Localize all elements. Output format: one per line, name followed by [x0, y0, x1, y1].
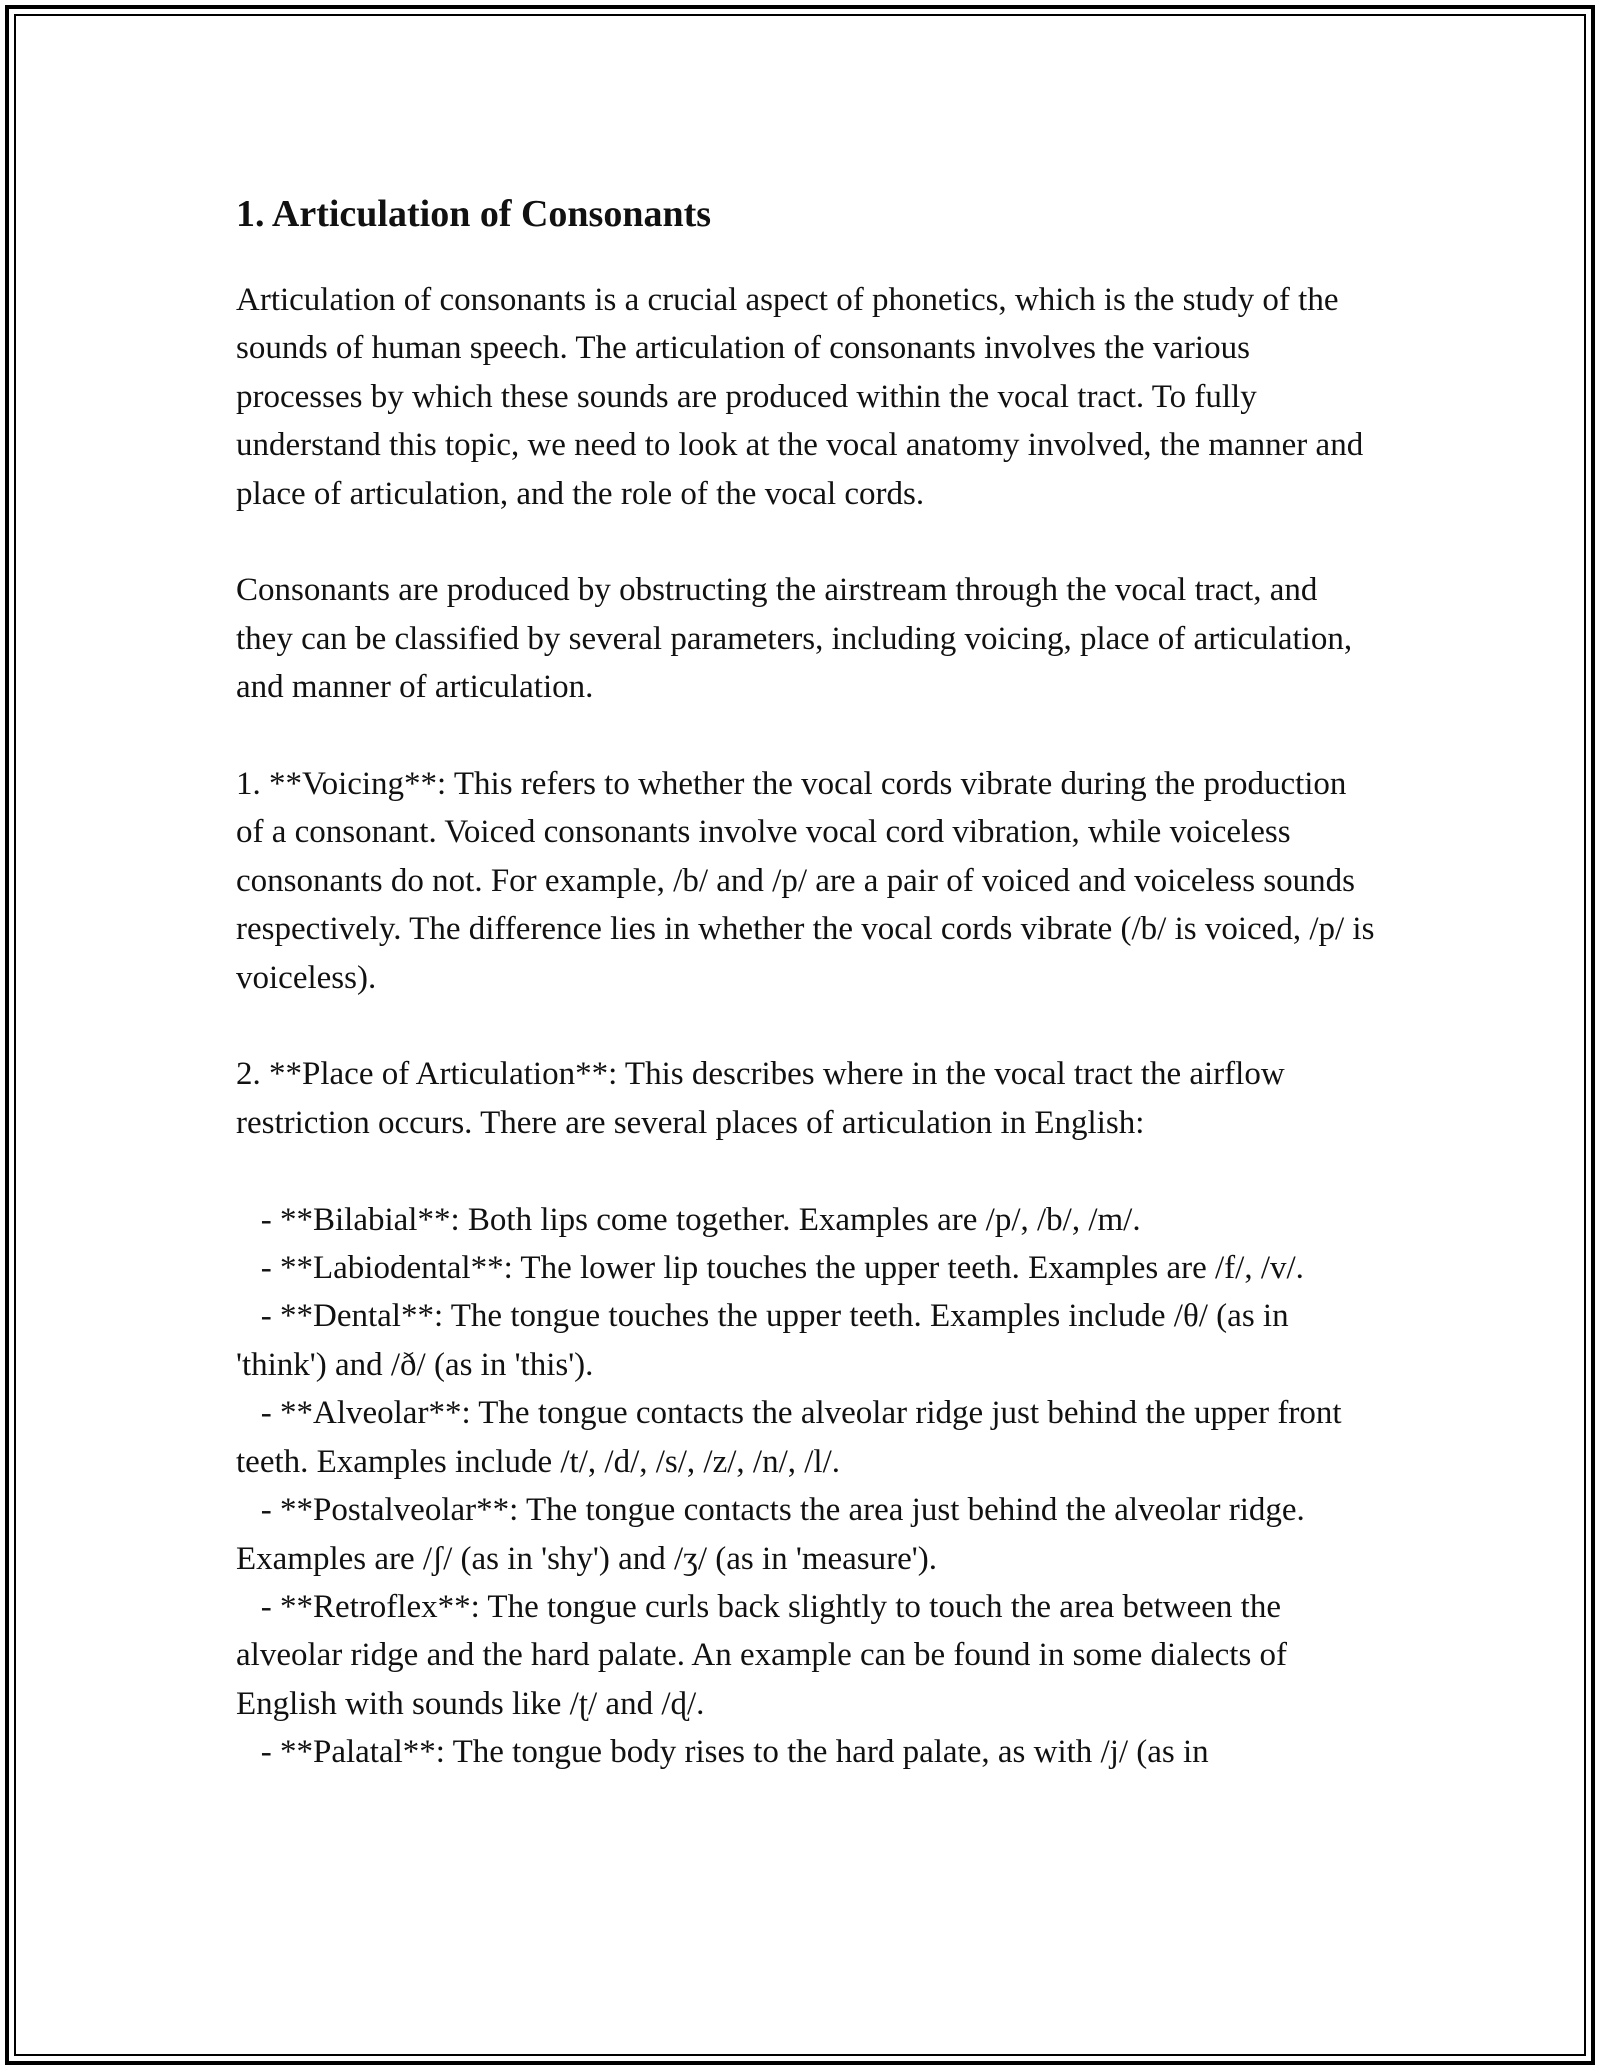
list-item-bilabial: - **Bilabial**: Both lips come together. Examples are /p/, /b/, /m/. — [236, 1201, 1141, 1238]
list-item-postalveolar: - **Postalveolar**: The tongue contacts the area just behind the alveolar ridge. Examples are /ʃ/ (as in 'shy') and /ʒ/ (as in 'measure'). — [236, 1492, 1314, 1577]
paragraph-classification: Consonants are produced by obstructing the airstream through the vocal tract, and they can be classified by several parameters, including voicing, place of articulation, and manner of articulation. — [236, 572, 1353, 706]
list-item-dental: - **Dental**: The tongue touches the upper teeth. Examples include /θ/ (as in 'think') and /ð/ (as in 'this'). — [236, 1298, 1297, 1383]
paragraph-spacer — [236, 518, 1376, 566]
list-item-palatal: - **Palatal**: The tongue body rises to the hard palate, as with /j/ (as in — [236, 1734, 1209, 1771]
paragraph-place-of-articulation: 2. **Place of Articulation**: This describes where in the vocal tract the airflow restriction occurs. There are several places of articulation in English: — [236, 1056, 1285, 1141]
document-body — [236, 188, 1376, 1777]
paragraph-voicing: 1. **Voicing**: This refers to whether the vocal cords vibrate during the production of a consonant. Voiced consonants involve vocal cord vibration, while voiceless consonants do not. For example, /b/ and /p/ are a pair of voiced and voiceless sounds respectively. The difference lies in whether the vocal cords vibrate (/b/ is voiced, /p/ is voiceless). — [236, 766, 1375, 996]
paragraph-intro: Articulation of consonants is a crucial aspect of phonetics, which is the study of the sounds of human speech. The articulation of consonants involves the various processes by which these sounds are produced within the vocal tract. To fully understand this topic, we need to look at the vocal anatomy involved, the manner and place of articulation, and the role of the vocal cords. — [236, 282, 1364, 512]
paragraph-spacer — [236, 712, 1376, 760]
paragraph-spacer — [236, 1002, 1376, 1050]
list-item-alveolar: - **Alveolar**: The tongue contacts the alveolar ridge just behind the upper front teeth. Examples include /t/, /d/, /s/, /z/, /n/, /l/. — [236, 1395, 1350, 1480]
paragraph-spacer — [236, 1147, 1376, 1195]
list-item-retroflex: - **Retroflex**: The tongue curls back slightly to touch the area between the alveolar ridge and the hard palate. An example can be found in some dialects of English with sounds like /ʈ/ and /ɖ/. — [236, 1588, 1296, 1722]
list-item-labiodental: - **Labiodental**: The lower lip touches the upper teeth. Examples are /f/, /v/. — [236, 1250, 1304, 1287]
section-heading: 1. Articulation of Consonants — [236, 193, 712, 235]
